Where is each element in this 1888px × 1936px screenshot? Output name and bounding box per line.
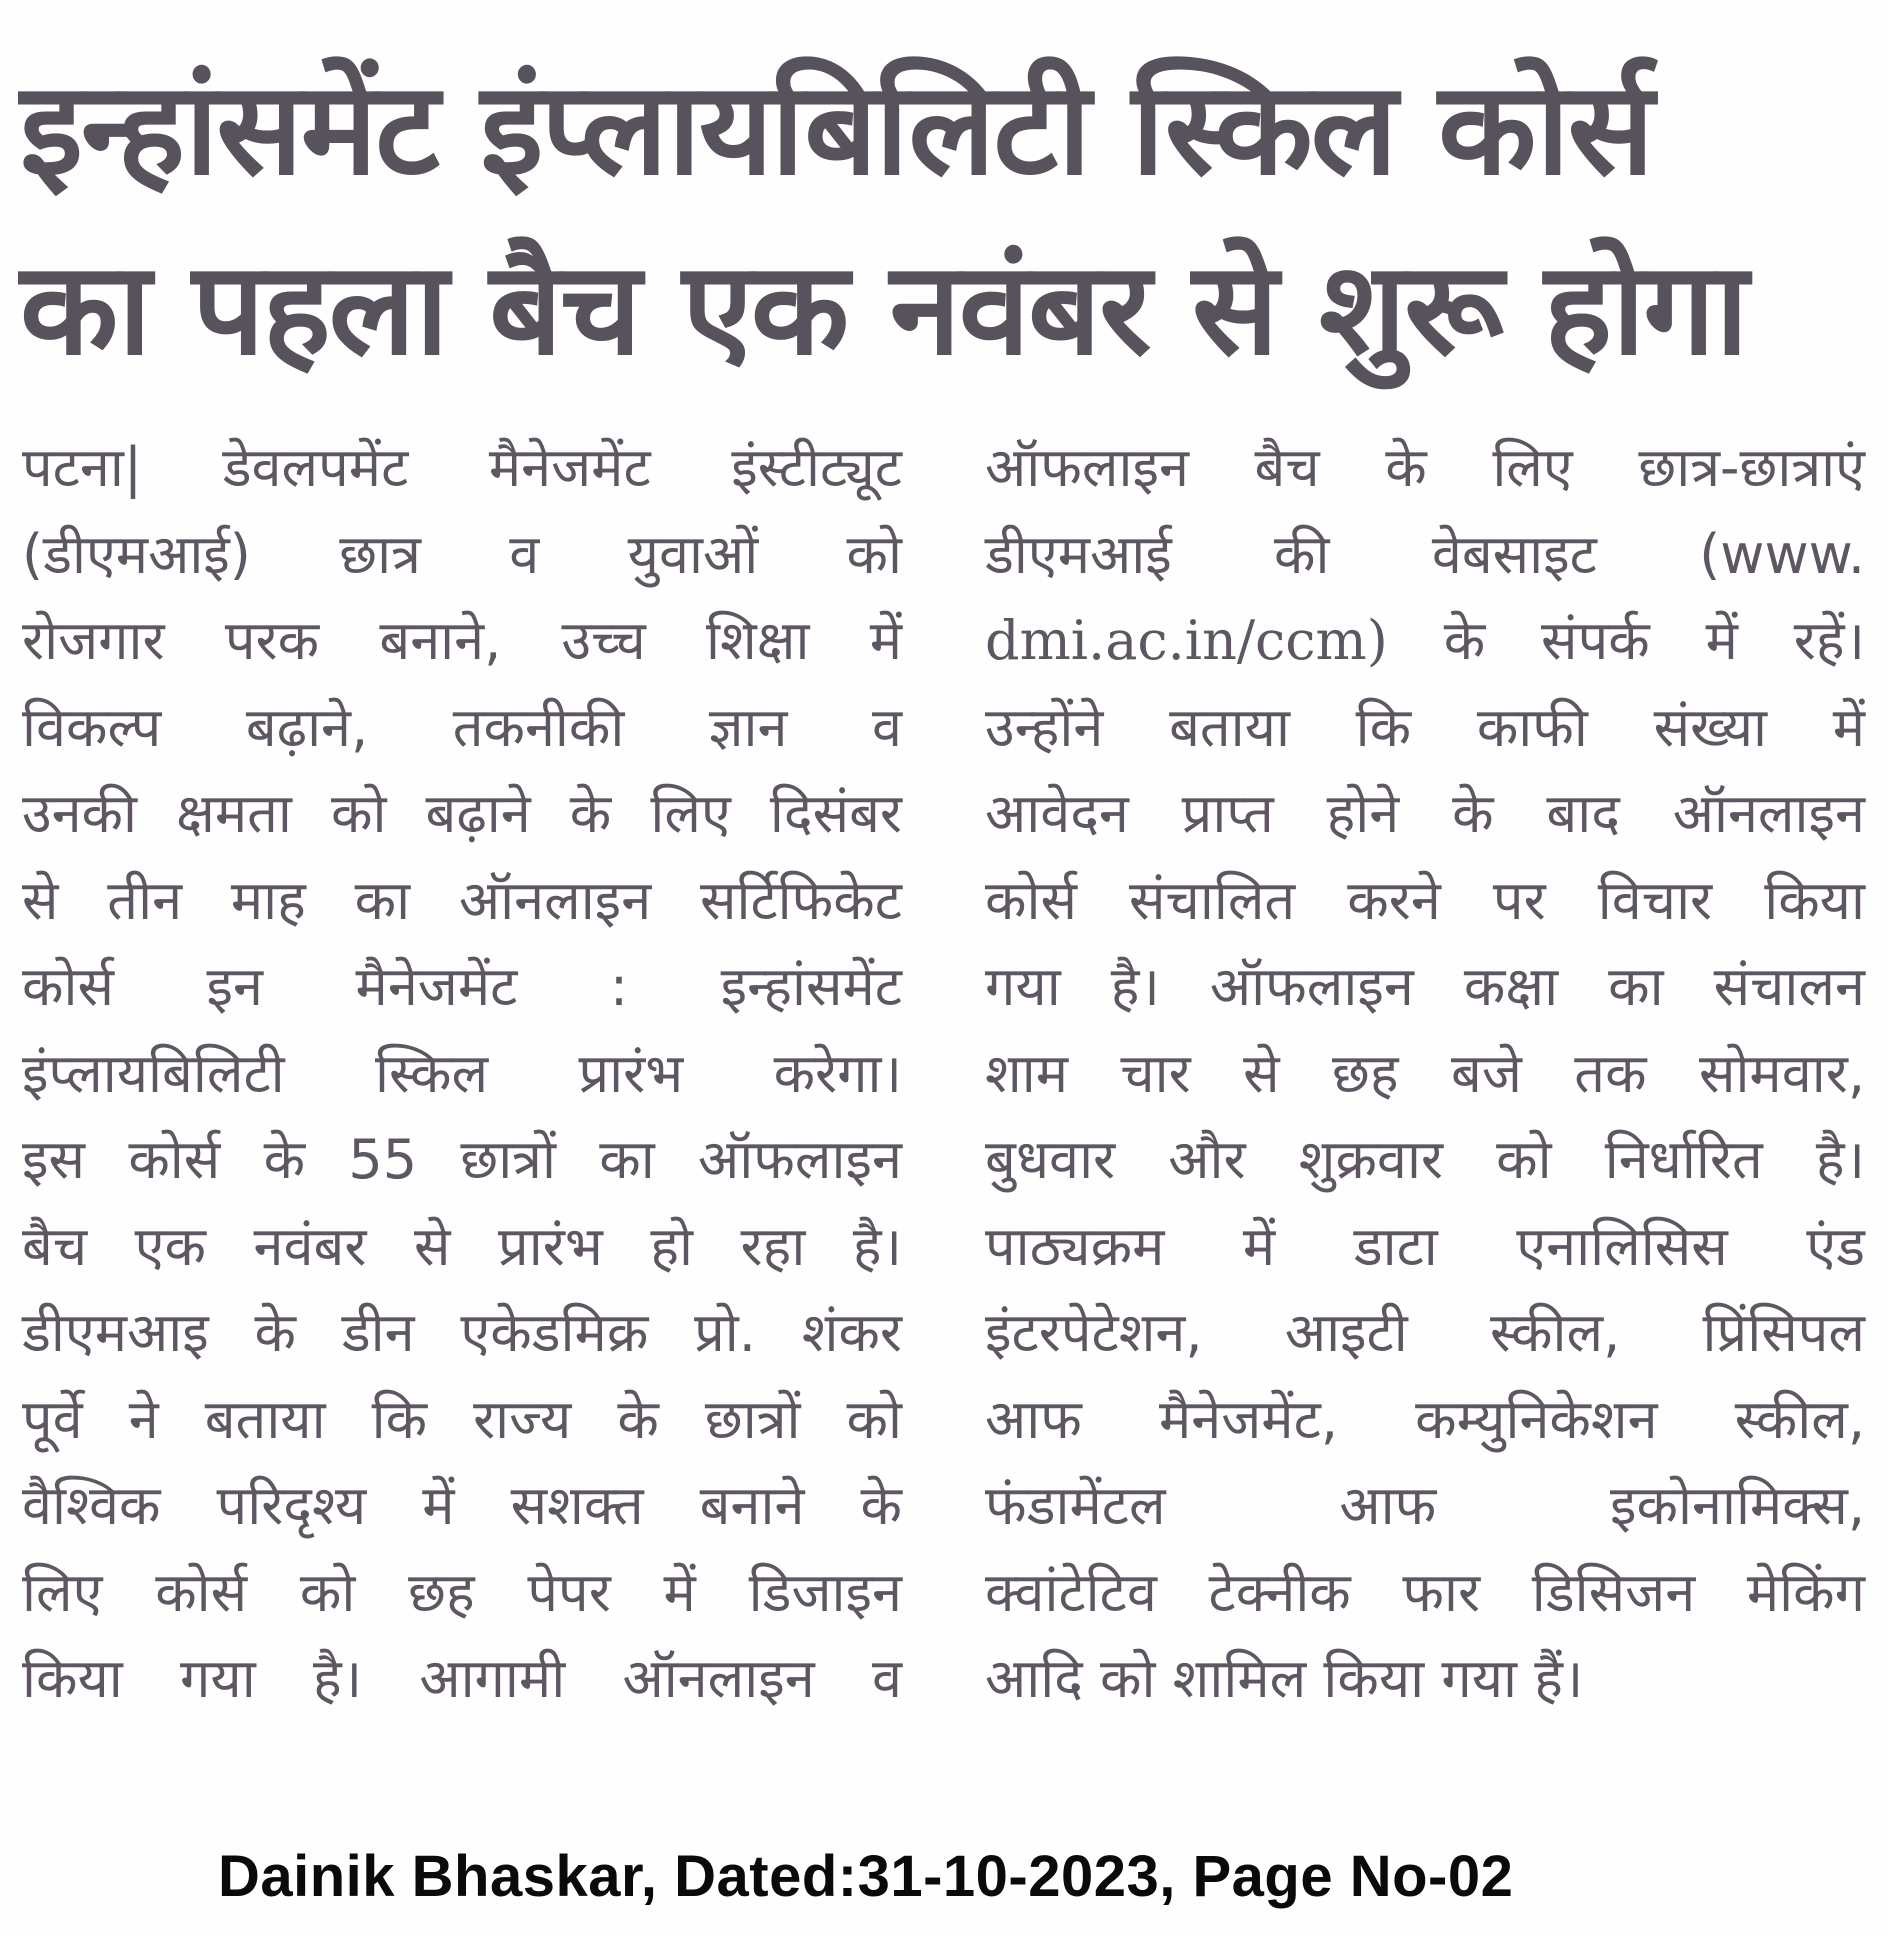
article-line: लिए कोर्स को छह पेपर में डिजाइन (22, 1560, 902, 1624)
article-line: पूर्वे ने बताया कि राज्य के छात्रों को (22, 1387, 902, 1451)
article-line: गया है। ऑफलाइन कक्षा का संचालन (985, 955, 1865, 1018)
headline-line-2: का पहला बैच एक नवंबर से शुरू होगा (20, 235, 1747, 384)
article-line: कोर्स इन मैनेजमेंट : इन्हांसमेंट (22, 955, 902, 1018)
article-line: आवेदन प्राप्त होने के बाद ऑनलाइन (985, 782, 1865, 845)
source-caption: Dainik Bhaskar, Dated:31-10-2023, Page No-02 (218, 1844, 1514, 1909)
headline-line-1: इन्हांसमेंट इंप्लायबिलिटी स्किल कोर्स (20, 55, 1653, 204)
article-line: डीएमआई की वेबसाइट (www. (985, 522, 1865, 586)
article-line: उनकी क्षमता को बढ़ाने के लिए दिसंबर (22, 782, 902, 845)
article-line: (डीएमआई) छात्र व युवाओं को (22, 522, 902, 586)
article-line: विकल्प बढ़ाने, तकनीकी ज्ञान व (22, 695, 902, 759)
article-line: उन्होंने बताया कि काफी संख्या में (985, 695, 1865, 759)
article-line: ऑफलाइन बैच के लिए छात्र-छात्राएं (985, 436, 1865, 499)
article-line: इंप्लायबिलिटी स्किल प्रारंभ करेगा। (22, 1041, 902, 1105)
article-line: पाठ्यक्रम में डाटा एनालिसिस एंड (985, 1214, 1865, 1278)
article-line: इंटरपेटेशन, आइटी स्कील, प्रिंसिपल (985, 1301, 1865, 1364)
headline (20, 40, 1870, 400)
article-line: बैच एक नवंबर से प्रारंभ हो रहा है। (22, 1214, 902, 1278)
article-line-url: dmi.ac.in/ccm) के संपर्क में रहें। (985, 609, 1865, 672)
article-left-column (22, 425, 902, 1723)
article-line: रोजगार परक बनाने, उच्च शिक्षा में (22, 609, 902, 672)
article-line: कोर्स संचालित करने पर विचार किया (985, 868, 1865, 932)
article-line: पटना| डेवलपमेंट मैनेजमेंट इंस्टीट्यूट (22, 436, 902, 499)
article-line: से तीन माह का ऑनलाइन सर्टिफिकेट (22, 868, 902, 932)
article-right-column (985, 425, 1865, 1723)
article-line: डीएमआइ के डीन एकेडमिक्र प्रो. शंकर (22, 1301, 902, 1364)
article-line: आदि को शामिल किया गया हैं। (985, 1647, 1584, 1710)
article-line: शाम चार से छह बजे तक सोमवार, (985, 1041, 1865, 1105)
article-line: इस कोर्स के 55 छात्रों का ऑफलाइन (22, 1128, 902, 1191)
article-line: आफ मैनेजमेंट, कम्युनिकेशन स्कील, (985, 1387, 1865, 1451)
article-line: फंडामेंटल आफ इकोनामिक्स, (985, 1474, 1865, 1537)
article-line: बुधवार और शुक्रवार को निर्धारित है। (985, 1128, 1865, 1191)
article-line: वैश्विक परिदृश्य में सशक्त बनाने के (22, 1474, 902, 1537)
article-line: किया गया है। आगामी ऑनलाइन व (22, 1647, 902, 1710)
article-line: क्वांटेटिव टेक्नीक फार डिसिजन मेकिंग (985, 1560, 1865, 1624)
